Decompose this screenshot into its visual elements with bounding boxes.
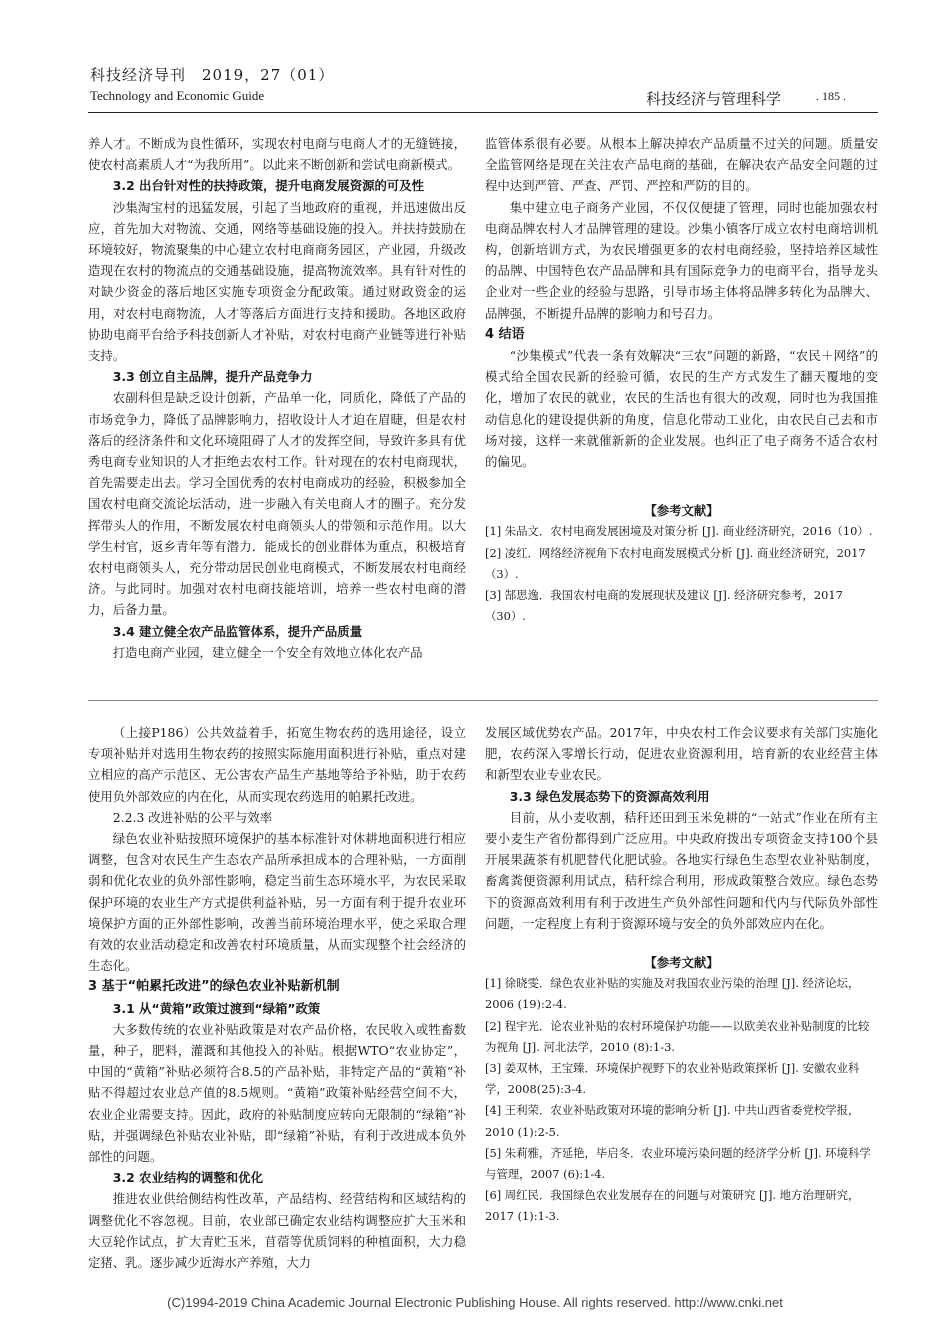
paragraph: “沙集模式”代表一条有效解决“三农”问题的新路，“农民＋网络”的模式给全国农民新的经验可循，农民的生产方式发生了翻天覆地的变化，增加了农民的就业，农民的生活也有很大的改观，同时也为我国推动信息化的建设提供新的角度，信息化带动工业化，由农民自己去和市场对接，这样一来就催新新的企业发展。也纠正了电子商务不适合农村的偏见。 (485, 348, 878, 470)
paragraph: 农副科但是缺乏设计创新，产品单一化，同质化，降低了产品的市场竞争力，降低了品牌影响力，招收设计人才迫在眉睫，但是农村落后的经济条件和文化环境阻碍了人才的发挥空间，导致许多具有优秀电商专业知识的人才拒绝去农村工作。针对现在的农村电商现状，首先需要走出去。学习全国优秀的农村电商成功的经验，积极参加全国农村电商交流论坛活动，进一步融入有关电商人才的圈子。充分发挥带头人的作用，不断发展农村电商领头人的带领和示范作用。以大学生村官，返乡青年等有潜力．能成长的创业群体为重点，积极培育农村电商领头人，充分带动居民创业电商模式，不断发展农村电商经济。与此同时。加强对农村电商技能培训，培养一些农村电商的潜力，后备力量。 (88, 390, 466, 618)
paragraph: 集中建立电子商务产业园，不仅仅便捷了管理，同时也能加强农村电商品牌农村人才品牌管理的建设。沙集小镇客厅成立农村电商培训机构，创新培训方式，为农民增强更多的农村电商经验，坚持培养区域性的品牌、中国特色农产品品牌和具有国际竞争力的电商平台，指导龙头企业对一些企业的经验与思路，引导市场主体将品牌多转化为品牌大、品牌强，不断提升品牌的影响力和号召力。 (485, 199, 878, 321)
reference-item: [2] 凌红．网络经济视角下农村电商发展模式分析 [J]. 商业经济研究，2017（3）. (485, 545, 866, 581)
paragraph-continued: 发展区域优势农产品。2017年，中央农村工作会议要求有关部门实施化肥，农药深入零增长行动，促进农业资源利用，培育新的农业经营主体和新型农业专业农民。 (485, 725, 878, 783)
section-heading: 3.3 绿色发展态势下的资源高效利用 (509, 788, 710, 804)
section-heading: 3.2 出台针对性的扶持政策，提升电商发展资源的可及性 (112, 178, 425, 194)
page-number: . 185 . (816, 89, 846, 103)
bottom-left-column (88, 722, 466, 1273)
paragraph: 绿色农业补贴按照环境保护的基本标准针对休耕地面积进行相应调整，包含对农民生产生态农产品所承担成本的合理补贴，一方面削弱和优化农业的负外部性影响，稳定当前生态环境水平，为农民采取保护环境的农业生产方式提供利益补贴，另一方面有利于提升农业环境保护方面的正外部性影响，改善当前环境治理水平，使之采取合理有效的农业活动稳定和改善农村环境质量，从而实现整个社会经济的生态化。 (88, 831, 466, 974)
reference-item: [2] 程宇光．论农业补贴的农村环境保护功能——以欧美农业补贴制度的比较为视角 [J]. 河北法学，2010 (8):1-3. (485, 1018, 870, 1054)
section-title: 科技经济与管理科学 (646, 90, 782, 108)
section-heading: 3.1 从“黄箱”政策过渡到“绿箱”政策 (112, 1000, 321, 1016)
reference-item: [1] 徐晓雯．绿色农业补贴的实施及对我国农业污染的治理 [J]. 经济论坛，2006 (19):2-4. (485, 976, 860, 1012)
top-left-column (88, 133, 466, 663)
section-heading: 3.2 农业结构的调整和优化 (112, 1170, 263, 1186)
paragraph-continued: 养人才。不断成为良性循环，实现农村电商与电商人才的无缝链接，使农村高素质人才“为我所用”。以此来不断创新和尝试电商新模式。 (88, 136, 466, 173)
reference-item: [3] 姜双林，王宝臻．环境保护视野下的农业补贴政策探析 [J]. 安徽农业科学，2008(25):3-4. (485, 1061, 860, 1097)
reference-item: [4] 王利荣．农业补贴政策对环境的影响分析 [J]. 中共山西省委党校学报，2010 (1):2-5. (485, 1103, 860, 1139)
section-heading: 3.4 建立健全农产品监管体系，提升产品质量 (112, 623, 363, 639)
paragraph: 沙集淘宝村的迅猛发展，引起了当地政府的重视，并迅速做出反应，首先加大对物流、交通，网络等基础设施的投入。并扶持鼓励在环境较好，物流聚集的中心建立农村电商商务园区，产业园，升级改造现在农村的物流点的交通基础设施，提高物流效率。具有针对性的对缺少资金的落后地区实施专项资金分配政策。通过财政资金的运用，对农村电商物流，人才等落后方面进行支持和援助。各地区政府协助电商平台给予科技创新人才补贴，对农村电商产业链等进行补贴支持。 (88, 199, 466, 364)
subsection-heading: 2.2.3 改进补贴的公平与效率 (112, 809, 273, 825)
journal-header-cn: 科技经济导刊 2019，27（01） (90, 66, 335, 84)
references-heading: 【参考文献】 (644, 955, 719, 971)
paragraph: 打造电商产业园，建立健全一个安全有效地立体化农产品 (112, 644, 423, 660)
reference-item: [3] 郜思逸．我国农村电商的发展现状及建议 [J]. 经济研究参考，2017（30）. (485, 588, 843, 624)
references-heading: 【参考文献】 (644, 503, 719, 519)
journal-header-en: Technology and Economic Guide (90, 88, 265, 103)
section-heading-major: 3 基于“帕累托改进”的绿色农业补贴新机制 (88, 979, 340, 995)
paragraph: （上接P186）公共效益着手，拓宽生物农药的选用途径，设立专项补贴并对选用生物农药的按照实际施用面积进行补贴，重点对建立相应的高产示范区、无公害农产品生产基地等给予补贴，助于农药使用负外部效应的内在化，从而实现农药选用的帕累托改进。 (88, 725, 466, 804)
paragraph: 大多数传统的农业补贴政策是对农产品价格，农民收入或牲畜数量，种子，肥料，灌溉和其他投入的补贴。根据WTO“农业协定”，中国的“黄箱”补贴必须符合8.5的产品补贴，非特定产品的“黄箱”补贴不得超过农业总产值的8.5规则。“黄箱”政策补贴经营空间不大，农业企业需要支持。因此，政府的补贴制度应转向无限制的“绿箱”补贴，并强调绿色补贴农业补贴，即“绿箱”补贴，有利于改进成本负外部性的问题。 (88, 1021, 466, 1165)
top-right-column (485, 133, 878, 627)
section-heading-major: 4 结语 (485, 326, 525, 342)
bottom-right-column (485, 722, 878, 1228)
paragraph: 推进农业供给侧结构性改革，产品结构、经营结构和区域结构的调整优化不容忽视。目前，农业部已确定农业结构调整应扩大玉米和大豆轮作试点，扩大青贮玉米，苜蓿等优质饲料的种植面积，大力稳定猪、乳。逐步减少近海水产养殖，大力 (88, 1191, 466, 1271)
reference-item: [6] 周红民．我国绿色农业发展存在的问题与对策研究 [J]. 地方治理研究，2017 (1):1-3. (485, 1188, 860, 1224)
header-rule (88, 112, 878, 113)
reference-item: [1] 朱品文．农村电商发展困境及对策分析 [J]. 商业经济研究，2016（10）. (485, 524, 873, 539)
copyright-footer: (C)1994-2019 China Academic Journal Electronic Publishing House. All rights reserved. http://www.cnki.net (167, 1295, 783, 1310)
reference-item: [5] 朱莉雅，齐延艳，毕启冬．农业环境污染问题的经济学分析 [J]. 环境科学与管理，2007 (6):1-4. (485, 1145, 871, 1182)
section-heading: 3.3 创立自主品牌，提升产品竞争力 (112, 369, 313, 385)
section-divider (88, 700, 878, 701)
paragraph-continued: 监管体系很有必要。从根本上解决掉农产品质量不过关的问题。质量安全监管网络是现在关注农产品电商的基础，在解决农产品安全问题的过程中达到严管、严查、严罚、严控和严防的目的。 (485, 136, 878, 194)
paragraph: 目前，从小麦收割，秸秆还田到玉米免耕的“一站式”作业在所有主要小麦生产省份都得到广泛应用。中央政府拨出专项资金支持100个县开展果蔬茶有机肥替代化肥试验。各地实行绿色生态型农业补贴制度，畜禽粪便资源利用试点，秸秆综合利用，形成政策整合效应。绿色态势下的资源高效利用有利于改进生产负外部性问题和代内与代际负外部性问题，一定程度上有利于资源环境与安全的负外部效应内在化。 (485, 809, 878, 931)
